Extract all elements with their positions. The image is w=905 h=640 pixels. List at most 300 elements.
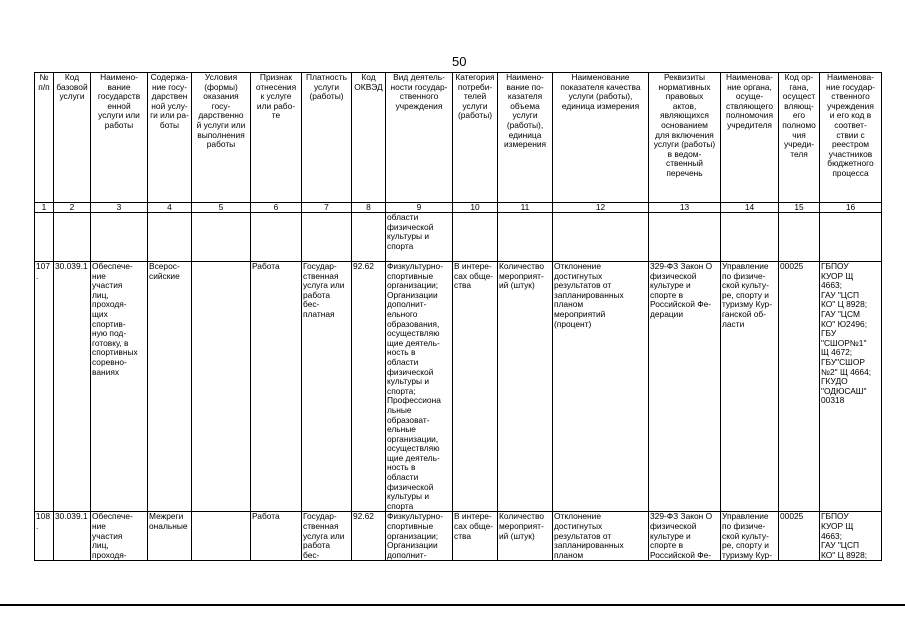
cell-line: Реквизиты: [663, 72, 706, 82]
cell-line: учреждения: [395, 100, 443, 111]
cell-line: области: [387, 356, 419, 367]
cell-line: ГАУ "ЦСП: [821, 289, 860, 300]
cell-line: сийские: [149, 270, 180, 281]
cell-line: запланированных: [554, 540, 624, 551]
column-number: 13: [649, 203, 721, 213]
cell-line: КО" Ю2496;: [821, 318, 868, 329]
cell-line: 4663;: [821, 530, 842, 541]
cell-line: ние органа,: [727, 81, 772, 92]
cell-line: осуществляю: [387, 443, 440, 454]
column-number: 8: [352, 203, 386, 213]
cell-line: работа: [303, 289, 330, 300]
cell-line: спортивных: [92, 347, 138, 358]
cell-line: казателя: [507, 91, 543, 102]
cell-line: спорта: [387, 500, 414, 511]
cell-line: культуры и: [387, 376, 430, 387]
cell-line: мероприятий: [554, 308, 606, 319]
cell-line: участия: [92, 530, 123, 541]
column-header-5: [192, 73, 251, 203]
cell-line: спортивные: [387, 521, 434, 532]
cell-line: ГБУ: [821, 328, 837, 339]
cell-line: Профессиона: [387, 395, 441, 406]
cell-quality: [553, 512, 649, 561]
cell-okved: [352, 512, 386, 561]
cell-line: ние государ-: [826, 81, 875, 92]
cell-line: ельного: [387, 308, 418, 319]
cell-institution: [820, 262, 882, 512]
cell-sign: [251, 262, 302, 512]
cell-line: планом: [554, 299, 584, 310]
cell-line: Наименование: [571, 72, 630, 82]
cell-line: услуги или: [98, 110, 140, 121]
cell-line: Всерос-: [149, 261, 180, 271]
cell-line: Код ор-: [784, 72, 814, 82]
cell-line: Физкультурно-: [387, 261, 443, 271]
column-header-14: [721, 73, 779, 203]
cell-line: туризму Кур-: [722, 299, 772, 310]
cell-line: теля: [790, 148, 808, 159]
cell-line: сах обще-: [454, 270, 494, 281]
column-number: 5: [192, 203, 251, 213]
cell-line: работа: [303, 540, 330, 551]
cell-line: сах обще-: [454, 521, 494, 532]
cell-line: чия: [792, 129, 806, 140]
cell-line: "ОДЮСАШ": [821, 385, 867, 396]
column-header-11: [498, 73, 553, 203]
cell-line: В интере-: [454, 511, 492, 522]
cell-legal: [649, 262, 721, 512]
cell-line: соответ-: [834, 119, 867, 130]
column-number: 15: [779, 203, 820, 213]
cell-line: услуга или: [303, 280, 345, 291]
cell-line: физической: [387, 366, 434, 377]
cell-line: (работы): [309, 91, 344, 102]
cell-line: ГАУ "ЦСМ: [821, 308, 860, 319]
cell-content: [148, 512, 192, 561]
cell-line: Код: [64, 72, 80, 82]
cell-line: ственный: [666, 158, 703, 169]
cell-line: Вид деятель-: [393, 72, 445, 82]
cell-line: ской культу-: [722, 280, 769, 291]
cell-line: Государ-: [303, 511, 337, 522]
cell-line: 4663;: [821, 280, 842, 291]
cell-line: вляющ-: [784, 100, 814, 111]
cell-line: спортив-: [92, 318, 126, 329]
cell-line: учреждения: [827, 100, 874, 111]
cell-line: или рабо-: [256, 100, 296, 111]
cell-line: ре, спорту и: [722, 289, 769, 300]
cell-line: спортивные: [387, 270, 434, 281]
cell-line: ганской об-: [722, 308, 767, 319]
cell-activity: [386, 512, 453, 561]
cell-line: ственная: [303, 521, 339, 532]
cell-line: результатов от: [554, 530, 612, 541]
column-number: 12: [553, 203, 649, 213]
cell-line: лиц,: [92, 289, 109, 300]
cell-organ: [721, 512, 779, 561]
cell-line: мероприят-: [499, 521, 544, 532]
cell-line: полномо: [782, 119, 816, 130]
cell-code: 30.039.1: [54, 512, 91, 561]
column-number: 11: [498, 203, 553, 213]
cell-line: щие деятель-: [387, 452, 440, 463]
cell-line: енной: [107, 100, 131, 111]
cell-line: дарственно: [198, 110, 244, 121]
cell-line: в ведом-: [667, 148, 702, 159]
cell-conditions: [192, 262, 251, 512]
cell-line: основанием: [661, 119, 708, 130]
column-number: 7: [302, 203, 352, 213]
cell-line: ской культу-: [722, 530, 769, 541]
cell-code: 30.039.1: [54, 262, 91, 512]
cell-line: спорте в: [650, 540, 684, 551]
cell-line: Щ 4672;: [821, 347, 853, 358]
cell-line: проходя-: [92, 549, 127, 560]
column-header-6: [251, 73, 302, 203]
column-number: 2: [54, 203, 91, 213]
cell-line: Платность: [306, 72, 347, 82]
cell-num: 108.: [35, 512, 54, 561]
cell-line: потреби-: [457, 81, 493, 92]
cell-line: Работа: [252, 261, 280, 271]
cell-line: боты: [159, 119, 180, 130]
cell-line: отнесения: [255, 81, 297, 92]
column-number: 10: [453, 203, 498, 213]
cell-line: бес-: [303, 549, 320, 560]
cell-line: услуги: [313, 81, 340, 92]
column-number: 16: [820, 203, 882, 213]
cell-line: реестром: [831, 139, 870, 150]
cell-line: Отклонение: [554, 511, 601, 522]
cell-line: услуга или: [303, 530, 345, 541]
column-header-2: [54, 73, 91, 203]
column-header-3: [91, 73, 148, 203]
cell-line: дополнит-: [387, 549, 427, 560]
cell-line: 329-ФЗ Закон О: [650, 511, 713, 522]
cell-line: гана,: [789, 81, 809, 92]
column-header-16: [820, 73, 882, 203]
cell-line: осуществляю: [387, 328, 440, 339]
continuation-row: [35, 213, 882, 262]
cell-line: и его код в: [829, 110, 872, 121]
cell-line: ги или ра-: [150, 110, 189, 121]
cell-line: бес-: [303, 299, 320, 310]
cell-line: Наимено-: [100, 72, 138, 82]
cell-line: (процент): [554, 318, 592, 329]
cell-line: планом: [554, 549, 584, 560]
cell-line: участников: [828, 148, 873, 159]
cell-line: п/п: [38, 81, 50, 92]
cell-line: услуги (работы): [653, 139, 716, 150]
cell-line: В интере-: [454, 261, 492, 271]
cell-line: ГБУ"СШОР: [821, 356, 865, 367]
cell-line: Управление: [722, 511, 769, 522]
cell-line: ГБПОУ: [821, 511, 849, 522]
cell-line: ОКВЭД: [354, 81, 383, 92]
cell-line: ность в: [387, 347, 416, 358]
column-number: 9: [386, 203, 453, 213]
cell-line: осуще-: [735, 91, 764, 102]
cell-line: области: [387, 472, 419, 483]
cell-line: ий (штук): [499, 530, 535, 541]
cell-line: спорта;: [387, 385, 416, 396]
cell-organ: [721, 262, 779, 512]
cell-line: №: [39, 72, 49, 82]
continuation-activity-cell: [386, 213, 453, 262]
cell-line: готовку, в: [92, 337, 129, 348]
cell-line: дарствен: [151, 91, 188, 102]
cell-line: полномочия: [726, 110, 773, 121]
cell-line: ГКУДО: [821, 376, 848, 387]
cell-line: ной услу-: [151, 100, 188, 111]
cell-line: организации,: [387, 433, 439, 444]
cell-line: Наименова-: [827, 72, 874, 82]
cell-line: услуги: [59, 91, 85, 102]
cell-line: дерации: [650, 308, 684, 319]
cell-line: к услуге: [260, 91, 292, 102]
cell-line: Содержа-: [150, 72, 189, 82]
table-row: [35, 512, 882, 561]
cell-line: по физиче-: [722, 270, 766, 281]
cell-line: ственного: [399, 91, 439, 102]
cell-line: достигнутых: [554, 521, 603, 532]
cell-line: оказания: [203, 91, 239, 102]
cell-organ-code: [779, 512, 820, 561]
column-header-7: [302, 73, 352, 203]
cell-line: правовых: [665, 91, 704, 102]
cell-line: льные: [387, 404, 412, 415]
cell-line: ГАУ "ЦСП: [821, 540, 860, 551]
column-number: 6: [251, 203, 302, 213]
cell-okved: [352, 262, 386, 512]
cell-line: Государ-: [303, 261, 337, 271]
cell-line: Организации: [387, 289, 438, 300]
cell-line: 329-ФЗ Закон О: [650, 261, 713, 271]
cell-line: Наимено-: [506, 72, 544, 82]
cell-line: ние: [92, 270, 106, 281]
column-header-12: [553, 73, 649, 203]
column-header-9: [386, 73, 453, 203]
cell-sign: [251, 512, 302, 561]
column-header-10: [453, 73, 498, 203]
column-number: 4: [148, 203, 192, 213]
cell-payment: [302, 262, 352, 512]
cell-line: его: [792, 110, 806, 121]
cell-line: объема: [510, 100, 540, 111]
cell-line: "СШОР№1": [821, 337, 867, 348]
cell-line: й услуги или: [196, 119, 246, 130]
cell-payment: [302, 512, 352, 561]
cell-line: результатов от: [554, 280, 612, 291]
cell-line: осущест: [782, 91, 816, 102]
cell-content: [148, 262, 192, 512]
cell-line: Работа: [252, 511, 280, 522]
cell-line: ствляющего: [726, 100, 773, 111]
cell-line: вание: [107, 81, 131, 92]
cell-line: физической: [387, 481, 434, 492]
cell-line: ность в: [387, 462, 416, 473]
cell-volume: [498, 512, 553, 561]
cell-line: 92.62: [353, 511, 374, 522]
cell-line: КО" Ц 8928;: [821, 549, 868, 560]
cell-line: запланированных: [554, 289, 624, 300]
cell-line: ства: [454, 280, 472, 291]
cell-line: Код: [361, 72, 376, 82]
cell-line: 92.62: [353, 261, 374, 271]
cell-line: единица измерения: [561, 100, 640, 111]
cell-line: 00025: [780, 511, 804, 522]
cell-line: вание по-: [506, 81, 544, 92]
cell-line: ельные: [387, 424, 416, 435]
cell-line: соревно-: [92, 356, 127, 367]
cell-line: Российской Фе-: [650, 299, 712, 310]
cell-name: [91, 262, 148, 512]
cell-line: Признак: [259, 72, 293, 82]
cell-line: Отклонение: [554, 261, 601, 271]
cell-line: учредителя: [727, 119, 772, 130]
cell-line: (работы),: [506, 119, 544, 130]
cell-line: ГБПОУ: [821, 261, 849, 271]
cell-name: [91, 512, 148, 561]
cell-line: базовой: [56, 81, 88, 92]
column-number: 3: [91, 203, 148, 213]
cell-line: государств: [97, 91, 141, 102]
cell-line: физической: [387, 221, 434, 232]
column-header-8: [352, 73, 386, 203]
cell-line: Количество: [499, 261, 544, 271]
cell-line: культуры и: [387, 231, 430, 242]
cell-num: 107.: [35, 262, 54, 512]
services-register-table: [34, 72, 882, 561]
column-number-row: [35, 203, 882, 213]
cell-line: 00025: [780, 261, 804, 271]
cell-line: Количество: [499, 511, 544, 522]
cell-line: КУОР Щ: [821, 521, 854, 532]
cell-line: КО" Ц 8928;: [821, 299, 868, 310]
cell-line: Межреги: [149, 511, 184, 522]
cell-organ-code: [779, 262, 820, 512]
cell-quality: [553, 262, 649, 512]
cell-line: КУОР Щ: [821, 270, 854, 281]
cell-line: ственная: [303, 270, 339, 281]
cell-line: лиц,: [92, 540, 109, 551]
cell-line: достигнутых: [554, 270, 603, 281]
cell-line: перечень: [666, 167, 703, 178]
cell-line: образования,: [387, 318, 440, 329]
cell-line: спорте в: [650, 289, 684, 300]
cell-line: 00318: [821, 395, 845, 406]
cell-institution: [820, 512, 882, 561]
cell-legal: [649, 512, 721, 561]
cell-line: ности государ-: [390, 81, 448, 92]
header-row: [35, 73, 882, 203]
cell-line: услуги: [512, 110, 538, 121]
cell-line: госу-: [211, 100, 231, 111]
cell-line: (формы): [204, 81, 238, 92]
cell-line: услуги: [462, 100, 488, 111]
cell-category: [453, 512, 498, 561]
cell-line: Категория: [455, 72, 495, 82]
cell-line: дополнит-: [387, 299, 427, 310]
cell-line: Физкультурно-: [387, 511, 443, 522]
cell-category: [453, 262, 498, 512]
cell-line: показателя качества: [560, 81, 641, 92]
cell-line: спорта: [387, 240, 414, 251]
cell-line: те: [271, 110, 281, 121]
cell-line: физической: [650, 270, 697, 281]
cell-line: культуры и: [387, 491, 430, 502]
cell-line: щие деятель-: [387, 337, 440, 348]
column-number: 14: [721, 203, 779, 213]
cell-line: физической: [650, 521, 697, 532]
cell-line: единица: [508, 129, 542, 140]
column-header-15: [779, 73, 820, 203]
cell-activity: [386, 262, 453, 512]
column-header-4: [148, 73, 192, 203]
cell-line: являющихся: [660, 110, 709, 121]
cell-line: бюджетного: [827, 158, 874, 169]
cell-line: области: [387, 212, 419, 222]
cell-conditions: [192, 512, 251, 561]
cell-line: организации;: [387, 280, 439, 291]
cell-line: Обеспече-: [92, 511, 133, 522]
cell-line: учреди-: [783, 139, 815, 150]
cell-line: ональные: [149, 521, 188, 532]
cell-line: образоват-: [387, 414, 430, 425]
cell-volume: [498, 262, 553, 512]
cell-line: ние: [92, 521, 106, 532]
cell-line: Наименова-: [726, 72, 773, 82]
column-header-1: [35, 73, 54, 203]
cell-line: №2" Щ 4664;: [821, 366, 872, 377]
cell-line: ную под-: [92, 328, 127, 339]
cell-line: телей: [463, 91, 487, 102]
cell-line: выполнения: [197, 129, 245, 140]
cell-line: ства: [454, 530, 472, 541]
cell-line: по физиче-: [722, 521, 766, 532]
cell-line: измерения: [503, 139, 547, 150]
page-number: 50: [452, 54, 467, 69]
cell-line: Российской Фе-: [650, 549, 712, 560]
column-number: 1: [35, 203, 54, 213]
cell-line: культуре и: [650, 280, 691, 291]
cell-line: актов,: [672, 100, 697, 111]
cell-line: ствии с: [836, 129, 865, 140]
cell-line: ние госу-: [152, 81, 187, 92]
cell-line: проходя-: [92, 299, 127, 310]
cell-line: ственного: [831, 91, 870, 102]
cell-line: Организации: [387, 540, 438, 551]
cell-line: ий (штук): [499, 280, 535, 291]
cell-line: организации;: [387, 530, 439, 541]
cell-line: Управление: [722, 261, 769, 271]
cell-line: культуре и: [650, 530, 691, 541]
cell-line: работы: [104, 119, 134, 130]
table-row: [35, 262, 882, 512]
cell-line: ласти: [722, 318, 745, 329]
cell-line: нормативных: [658, 81, 711, 92]
cell-line: участия: [92, 280, 123, 291]
cell-line: (работы): [457, 110, 493, 121]
cell-line: Обеспече-: [92, 261, 133, 271]
cell-line: Условия: [204, 72, 238, 82]
cell-line: работы: [206, 139, 236, 150]
cell-line: для включения: [655, 129, 714, 140]
cell-line: щих: [92, 308, 108, 319]
cell-line: мероприят-: [499, 270, 544, 281]
cell-line: туризму Кур-: [722, 549, 772, 560]
cell-line: услуги (работы),: [568, 91, 633, 102]
